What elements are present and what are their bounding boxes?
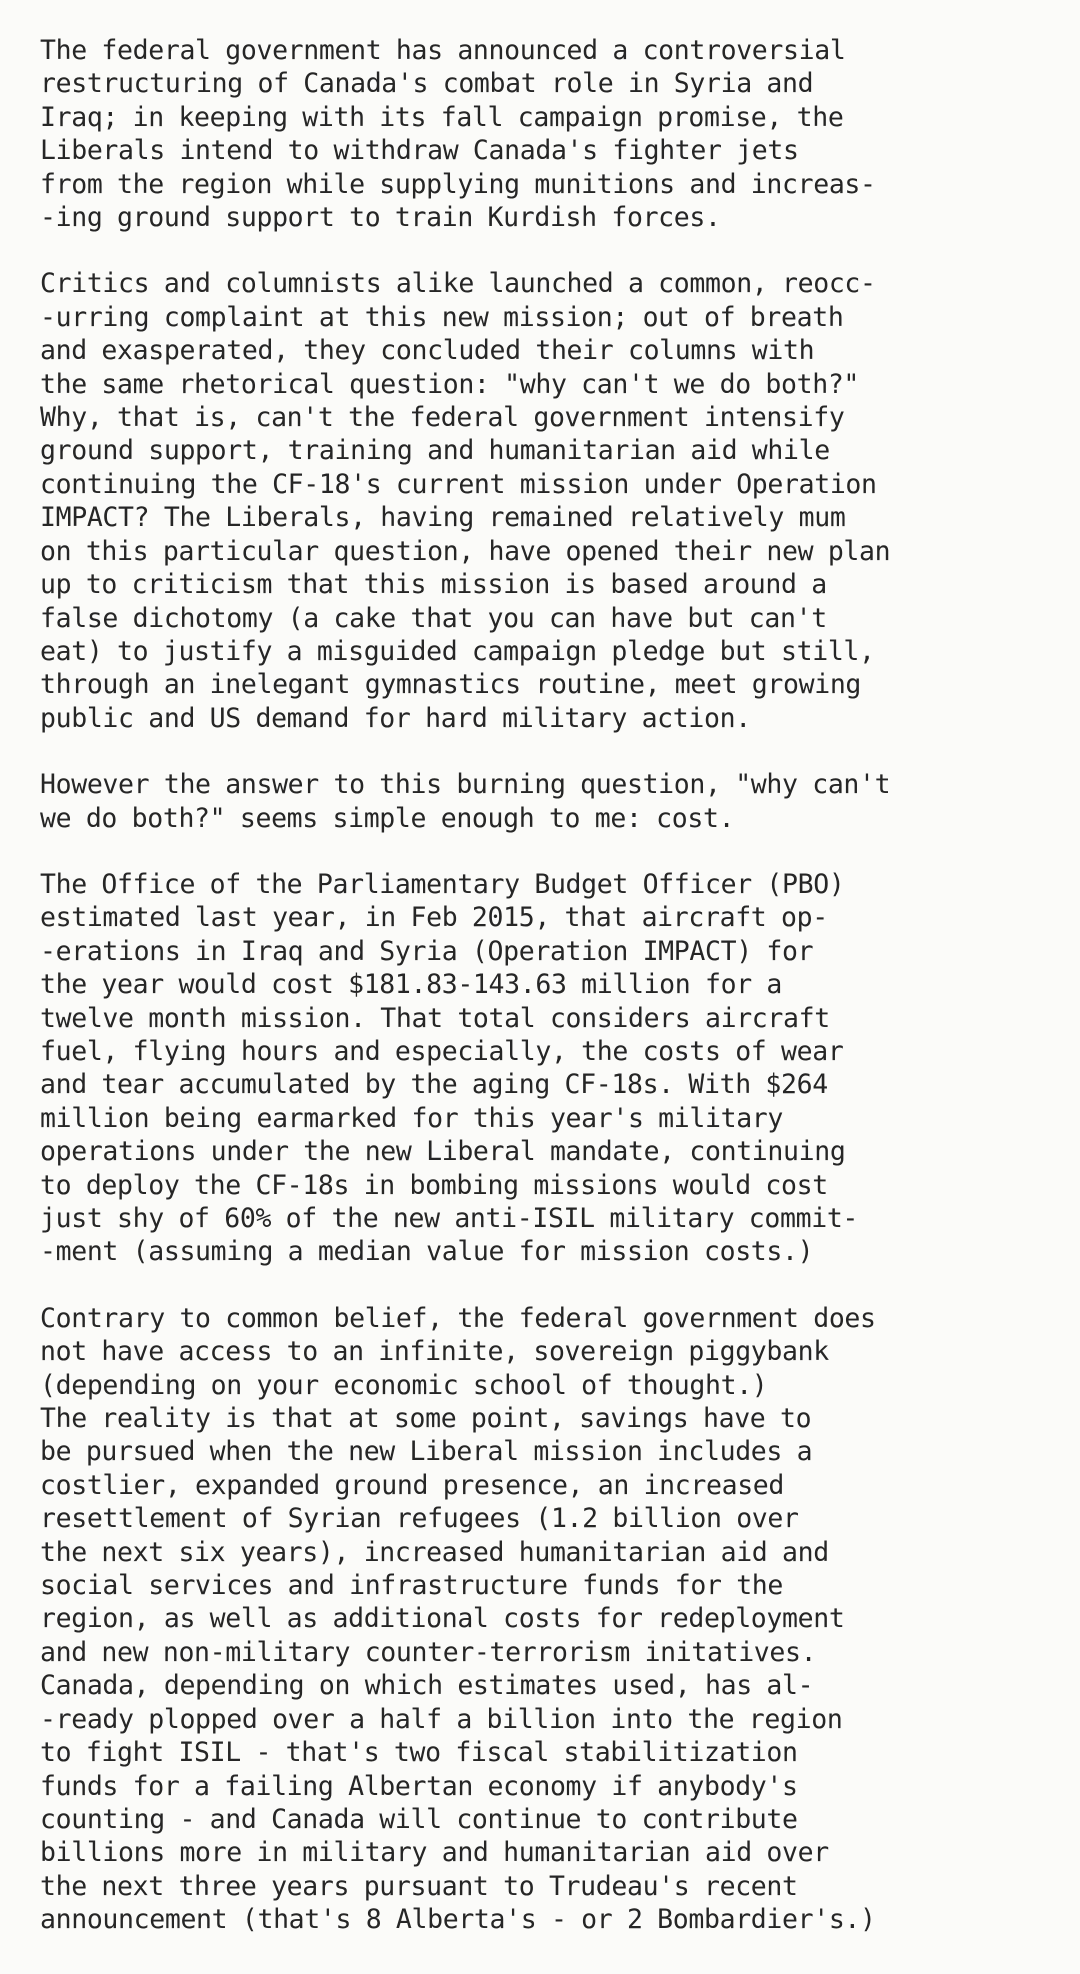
text-line: through an inelegant gymnastics routine, meet growing xyxy=(40,669,862,701)
text-line: and tear accumulated by the aging CF-18s. With $264 xyxy=(40,1069,828,1101)
text-line: eat) to justify a misguided campaign pledge but still, xyxy=(40,635,875,667)
text-line: -ment (assuming a median value for mission costs.) xyxy=(40,1236,814,1268)
text-line: just shy of 60% of the new anti-ISIL military commit- xyxy=(40,1203,859,1234)
text-line: from the region while supplying munitions and increas- xyxy=(40,168,876,200)
text-line: million being earmarked for this year's military xyxy=(40,1102,784,1134)
text-line: estimated last year, in Feb 2015, that aircraft op- xyxy=(40,902,828,934)
text-line: the year would cost $181.83-143.63 million for a xyxy=(40,969,783,1001)
text-line: IMPACT? The Liberals, having remained relatively mum xyxy=(40,502,846,534)
text-line: the next three years pursuant to Trudeau's recent xyxy=(40,1870,798,1902)
text-line: to deploy the CF-18s in bombing missions would cost xyxy=(40,1169,828,1201)
text-line: be pursued when the new Liberal mission includes a xyxy=(40,1436,813,1468)
text-line: billions more in military and humanitarian aid over xyxy=(40,1837,829,1869)
text-line: and exasperated, they concluded their columns with xyxy=(40,335,815,367)
text-line: to fight ISIL - that's two fiscal stabilitization xyxy=(40,1737,798,1769)
paragraph-5 xyxy=(40,1302,1050,1937)
paragraph-4 xyxy=(40,868,1050,1269)
text-line: up to criticism that this mission is based around a xyxy=(40,569,827,601)
text-line: on this particular question, have opened their new plan xyxy=(40,535,891,567)
text-line: we do both?" seems simple enough to me: cost. xyxy=(40,802,735,834)
text-line: counting - and Canada will continue to contribute xyxy=(40,1803,798,1835)
text-line: The Office of the Parliamentary Budget Officer (PBO) xyxy=(40,868,845,900)
text-line: restructuring of Canada's combat role in Syria and xyxy=(40,68,814,100)
text-line: Canada, depending on which estimates used, has al- xyxy=(40,1670,814,1702)
text-line: not have access to an infinite, sovereign piggybank xyxy=(40,1336,829,1368)
typed-document-page xyxy=(40,34,1050,1937)
paragraph-2 xyxy=(40,267,1050,735)
text-line: Liberals intend to withdraw Canada's fighter jets xyxy=(40,135,799,167)
text-line: Why, that is, can't the federal government intensify xyxy=(40,402,845,434)
text-line: operations under the new Liberal mandate, continuing xyxy=(40,1136,846,1168)
text-line: -ing ground support to train Kurdish forces. xyxy=(40,202,721,234)
paragraph-1 xyxy=(40,34,1050,234)
text-line: resettlement of Syrian refugees (1.2 billion over xyxy=(40,1503,799,1535)
text-line: continuing the CF-18's current mission under Operation xyxy=(40,468,877,500)
text-line: funds for a failing Albertan economy if anybody's xyxy=(40,1770,798,1802)
text-line: -erations in Iraq and Syria (Operation IMPACT) for xyxy=(40,935,814,967)
text-line: The reality is that at some point, savings have to xyxy=(40,1403,812,1435)
text-line: fuel, flying hours and especially, the costs of wear xyxy=(40,1035,844,1067)
text-line: region, as well as additional costs for redeployment xyxy=(40,1603,845,1635)
text-line: Contrary to common belief, the federal government does xyxy=(40,1302,876,1334)
text-line: (depending on your economic school of thought.) xyxy=(40,1369,768,1401)
text-line: twelve month mission. That total considers aircraft xyxy=(40,1002,830,1034)
text-line: social services and infrastructure funds for the xyxy=(40,1570,784,1602)
text-line: the same rhetorical question: "why can't we do both?" xyxy=(40,368,860,400)
text-line: and new non-military counter-terrorism initatives. xyxy=(40,1636,817,1668)
text-line: false dichotomy (a cake that you can have but can't xyxy=(40,602,827,634)
text-line: Critics and columnists alike launched a common, reocc- xyxy=(40,268,876,300)
text-line: However the answer to this burning question, "why can't xyxy=(40,769,891,801)
text-line: -urring complaint at this new mission; out of breath xyxy=(40,301,844,333)
paragraph-3 xyxy=(40,768,1050,835)
text-line: -ready plopped over a half a billion into the region xyxy=(40,1703,843,1735)
text-line: The federal government has announced a controversial xyxy=(40,35,846,66)
text-line: public and US demand for hard military action. xyxy=(40,702,751,734)
text-line: announcement (that's 8 Alberta's - or 2 Bombardier's.) xyxy=(40,1904,876,1936)
text-line: the next six years), increased humanitarian aid and xyxy=(40,1536,829,1568)
text-line: costlier, expanded ground presence, an increased xyxy=(40,1469,785,1501)
text-line: Iraq; in keeping with its fall campaign promise, the xyxy=(40,101,844,133)
text-line: ground support, training and humanitarian aid while xyxy=(40,435,830,467)
